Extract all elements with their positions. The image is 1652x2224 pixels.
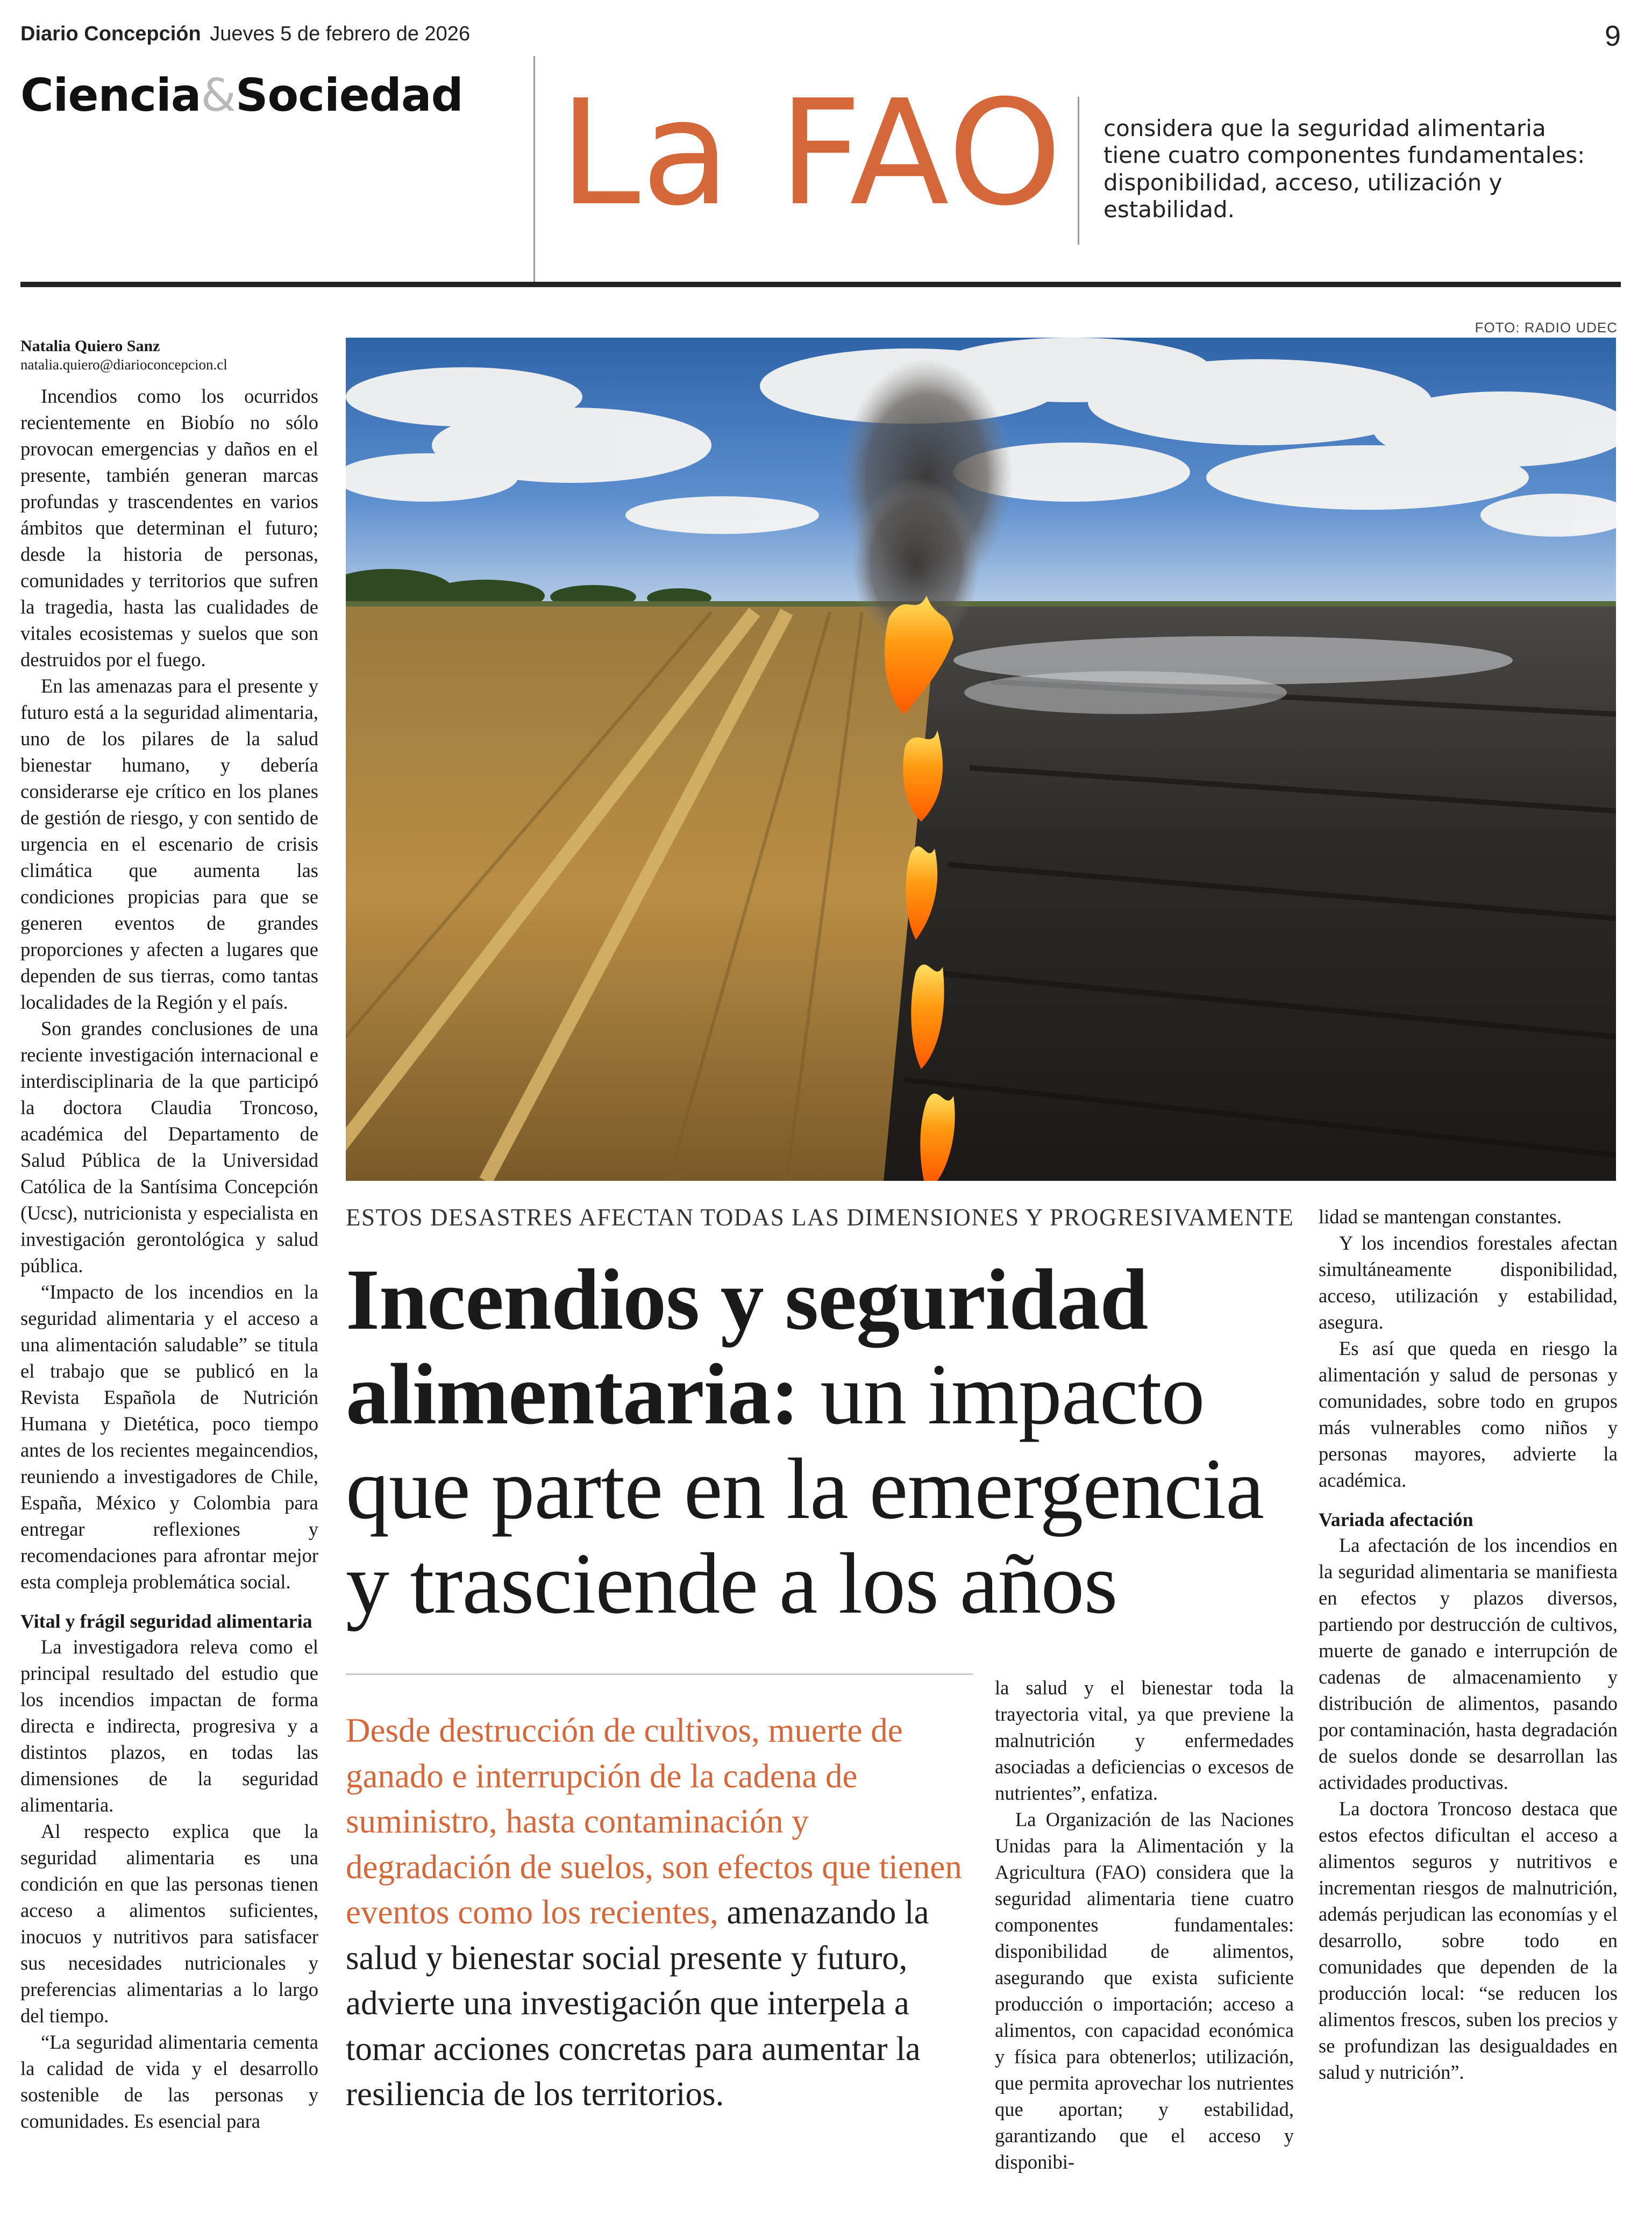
paragraph: La Organización de las Naciones Unidas para la Alimentación y la Agricultura (FAO) considera que la seguridad alimentaria tiene cuatro componentes fundamentales: disponibilidad de alimentos, asegurando que exista suficiente producción o importación; acceso a alimentos, con capacidad económica y física para obtenerlos; utilización, que permita aprovechar los nutrientes que aportan; y estabilidad, garantizando que el acceso y disponibi-	[995, 1808, 1294, 2173]
highlight-big-text: La FAO	[559, 68, 1063, 238]
masthead	[20, 23, 470, 46]
highlight-divider	[1078, 97, 1079, 245]
paragraph: “Impacto de los incendios en la seguridad alimentaria y el acceso a una alimentación saludable” se titula el trabajo que se publicó en la Revista Española de Nutrición Humana y Dietética, poco tiempo antes de los recientes megaincendios, reuniendo a investigadores de Chile, España, México y Colombia para entregar reflexiones y recomendaciones para afrontar mejor esta compleja problemática social.	[20, 1281, 318, 1593]
paragraph: Es así que queda en riesgo la alimentación y salud de personas y comunidades, sobre todo en grupos más vulnerables como niños y personas mayores, advierte la académica.	[1319, 1337, 1618, 1491]
deck-divider	[346, 1673, 973, 1675]
paragraph: Al respecto explica que la seguridad alimentaria es una condición en que las personas tienen acceso a alimentos suficientes, inocuos y nutritivos para satisfacer sus necesidades nutricionales y preferencias alimentarias a lo largo del tiempo.	[20, 1820, 318, 2027]
headline-bold: Incendios y seguridad alimentaria:	[346, 1252, 1148, 1443]
highlight-description: considera que la seguridad alimentaria tiene cuatro componentes fundamentales: disponibilidad, acceso, utilización y estabilidad.	[1103, 115, 1585, 223]
subheading: Variada afectación	[1319, 1509, 1473, 1530]
article-headline	[346, 1253, 1308, 1631]
article-kicker: ESTOS DESASTRES AFECTAN TODAS LAS DIMENSIONES Y PROGRESIVAMENTE	[346, 1204, 1294, 1231]
paragraph: La afectación de los incendios en la seguridad alimentaria se manifiesta en efectos y plazos diversos, partiendo por destrucción de cultivos, muerte de ganado e interrupción de cadenas de almacenamiento y distribución de alimentos, pasando por contaminación, hasta degradación de suelos donde se desarrollan las actividades productivas.	[1319, 1534, 1618, 1793]
issue-date: Jueves 5 de febrero de 2026	[210, 23, 471, 45]
page-number: 9	[1604, 20, 1621, 52]
section-name-part2: Sociedad	[236, 69, 463, 122]
article-column-left	[20, 337, 318, 2134]
paragraph: En las amenazas para el presente y futuro está a la seguridad alimentaria, uno de los pilares de la salud bienestar humano, y debería considerarse eje crítico en los planes de gestión de riesgo, y con sentido de urgencia en el escenario de crisis climática que aumenta las condiciones propicias para que se generen eventos de grandes proporciones y afecten a lugares que dependen de sus tierras, como tantas localidades de la Región y el país.	[20, 675, 318, 1013]
section-name-part1: Ciencia	[20, 69, 201, 122]
paragraph: Y los incendios forestales afectan simultáneamente disponibilidad, acceso, utilización y estabilidad, asegura.	[1319, 1232, 1618, 1333]
deck-text: amenazando la salud y bienestar social presente y futuro, advierte una investigación que interpela a tomar acciones concretas para aumentar la resiliencia de los territorios.	[346, 1893, 929, 2113]
article-column-middle	[995, 1674, 1294, 2175]
paragraph: La doctora Troncoso destaca que estos efectos dificultan el acceso a alimentos seguros y nutritivos e incrementan riesgos de malnutrición, además perjudican las economías y el desarrollo, sobre todo en comunidades que dependen de la producción local: “se reducen los alimentos frescos, suben los precios y se profundizan las desigualdades en salud y nutrición”.	[1319, 1798, 1618, 2083]
paper-name: Diario Concepción	[20, 23, 201, 45]
article-deck	[346, 1708, 975, 2117]
header-divider	[533, 56, 535, 282]
wildfire-field-photo	[346, 338, 1616, 1181]
paragraph: la salud y el bienestar toda la trayectoria vital, ya que previene la malnutrición y enfermedades asociadas a deficiencias o excesos de nutrientes”, enfatiza.	[995, 1677, 1294, 1804]
paragraph: Incendios como los ocurridos recientemente en Biobío no sólo provocan emergencias y daños en el presente, también generan marcas profundas y trascendentes en varios ámbitos que determinan el futuro; desde la historia de personas, comunidades y territorios que sufren la tragedia, hasta las cualidades de vitales ecosistemas y suelos que son destruidos por el fuego.	[20, 385, 318, 671]
deck-highlight: Desde destrucción de cultivos, muerte de ganado e interrupción de la cadena de suministro, hasta contaminación y degradación de suelos, son efectos que tienen eventos como los recientes,	[346, 1712, 962, 1931]
author-email[interactable]: natalia.quiero@diarioconcepcion.cl	[20, 357, 227, 373]
headline-regular: un impacto que parte en la emergencia y trasciende a los años	[346, 1346, 1264, 1632]
photo-credit: FOTO: RADIO UDEC	[1475, 319, 1618, 336]
article-column-right	[1319, 1203, 1618, 2085]
paragraph: “La seguridad alimentaria cementa la calidad de vida y el desarrollo sostenible de las personas y comunidades. Es esencial para	[20, 2031, 318, 2132]
subheading: Vital y frágil seguridad alimentaria	[20, 1610, 312, 1632]
page-header	[20, 19, 1621, 52]
paragraph: Son grandes conclusiones de una reciente investigación internacional e interdisciplinaria de la que participó la doctora Claudia Troncoso, académica del Departamento de Salud Pública de la Universidad Católica de la Santísima Concepción (Ucsc), nutricionista y especialista en investigación gerontológica y salud pública.	[20, 1017, 318, 1277]
section-title	[20, 69, 463, 122]
paragraph: La investigadora releva como el principal resultado del estudio que los incendios impactan de forma directa e indirecta, progresiva y a distintos plazos, en todas las dimensiones de la seguridad alimentaria.	[20, 1636, 318, 1816]
author-name: Natalia Quiero Sanz	[20, 337, 160, 355]
paragraph: lidad se mantengan constantes.	[1319, 1206, 1562, 1228]
header-rule	[20, 282, 1621, 287]
section-ampersand: &	[201, 69, 236, 122]
